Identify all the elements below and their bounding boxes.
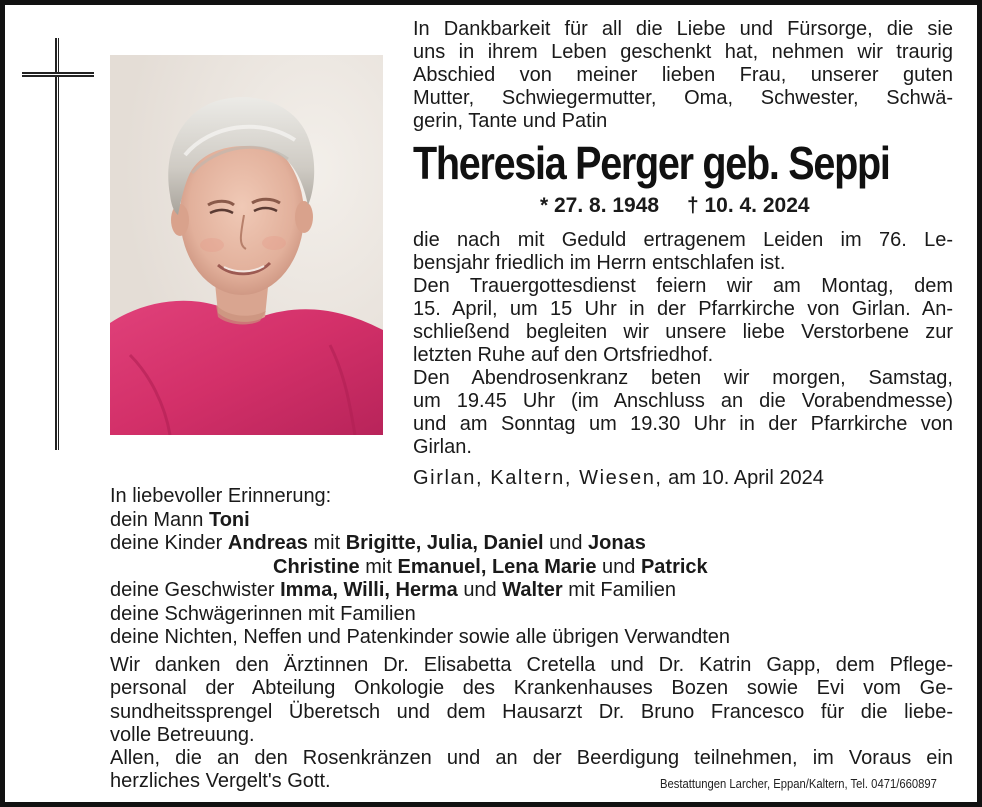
intro-text	[413, 18, 953, 133]
thanks-line: Allen, die an den Rosenkränzen und an der Beerdigung teilnehmen, im Voraus ein	[110, 747, 953, 770]
intro-line: uns in ihrem Leben geschenkt hat, nehmen wir traurig	[413, 41, 953, 63]
thanks-line: herzliches Vergelt's Gott.	[110, 770, 331, 793]
cross-icon-bar	[22, 72, 94, 77]
portrait-illustration	[110, 55, 383, 435]
place-date: am 10. April 2024	[668, 467, 824, 489]
family-children-line: deine Kinder Andreas mit Brigitte, Julia, Daniel und Jonas	[110, 532, 646, 554]
thanks-line: personal der Abteilung Onkologie des Krankenhauses Bozen sowie Evi vom Ge-	[110, 677, 953, 700]
husband-name: Toni	[208, 508, 250, 531]
intro-line: Mutter, Schwiegermutter, Oma, Schwester, Schwä-	[413, 87, 953, 109]
body-line: Den Abendrosenkranz beten wir morgen, Samstag,	[413, 367, 953, 389]
death-date: † 10. 4. 2024	[686, 194, 810, 217]
thanks-line: Wir danken den Ärztinnen Dr. Elisabetta Cretella und Dr. Katrin Gapp, dem Pflege-	[110, 654, 953, 676]
family-heading: In liebevoller Erinnerung:	[110, 485, 332, 507]
family-children-line-2: Christine mit Emanuel, Lena Marie und Patrick	[273, 555, 708, 578]
life-dates	[540, 193, 810, 219]
intro-line: Abschied von meiner lieben Frau, unserer guten	[413, 64, 953, 86]
body-line: letzten Ruhe auf den Ortsfriedhof.	[413, 344, 714, 366]
body-line: 15. April, um 15 Uhr in der Pfarrkirche von Girlan. An-	[413, 298, 953, 320]
portrait-photo	[110, 55, 383, 435]
place-locations: Girlan, Kaltern, Wiesen,	[413, 467, 663, 489]
body-line: bensjahr friedlich im Herrn entschlafen ist.	[413, 252, 786, 274]
family-sisters-in-law-line: deine Schwägerinnen mit Familien	[110, 602, 416, 625]
body-line: Den Trauergottesdienst feiern wir am Montag, dem	[413, 275, 953, 297]
funeral-home-credit: Bestattungen Larcher, Eppan/Kaltern, Tel. 0471/660897	[660, 777, 937, 791]
intro-line: In Dankbarkeit für all die Liebe und Fürsorge, die sie	[413, 18, 953, 40]
service-details	[413, 229, 953, 459]
thanks-line: volle Betreuung.	[110, 723, 255, 746]
body-line: Girlan.	[413, 436, 472, 458]
body-line: die nach mit Geduld ertragenem Leiden im 76. Le-	[413, 229, 953, 251]
thanks-text	[110, 654, 953, 794]
body-line: schließend begleiten wir unsere liebe Verstorbene zur	[413, 321, 953, 343]
intro-line: gerin, Tante und Patin	[413, 110, 608, 132]
cross-icon	[55, 38, 59, 450]
deceased-name: Theresia Perger geb. Seppi	[413, 137, 890, 189]
family-list	[110, 485, 950, 650]
body-line: um 19.45 Uhr (im Anschluss an die Vorabendmesse)	[413, 390, 953, 412]
birth-date: * 27. 8. 1948	[540, 194, 660, 217]
thanks-line: sundheitssprengel Überetsch und dem Hausarzt Dr. Bruno Francesco für die liebe-	[110, 700, 953, 723]
family-siblings-line: deine Geschwister Imma, Willi, Herma und Walter mit Familien	[110, 579, 676, 601]
family-husband-line: dein Mann Toni	[110, 508, 250, 531]
family-relatives-line: deine Nichten, Neffen und Patenkinder sowie alle übrigen Verwandten	[110, 626, 731, 648]
body-line: und am Sonntag um 19.30 Uhr in der Pfarrkirche von	[413, 413, 953, 435]
